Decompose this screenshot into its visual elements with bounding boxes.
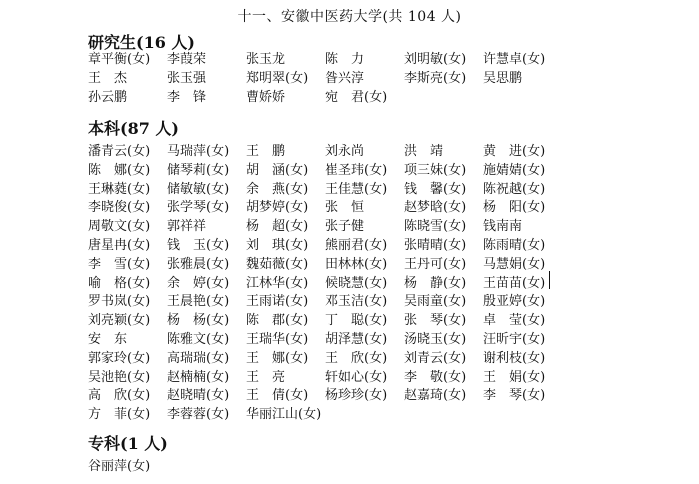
name-entry: 王丹可(女) — [404, 256, 467, 272]
name-entry: 储敏敏(女) — [167, 181, 230, 197]
name-entry: 方 菲(女) — [88, 407, 151, 423]
name-entry: 崔圣玮(女) — [325, 162, 388, 178]
name-entry: 罗书岚(女) — [88, 294, 151, 310]
name-entry: 李 敬(女) — [404, 369, 467, 385]
section-heading-graduate: 研究生(16 人) — [88, 33, 195, 52]
name-entry: 刘 琪(女) — [246, 237, 309, 253]
name-entry: 王 欣(女) — [325, 350, 388, 366]
section-heading-junior-college: 专科(1 人) — [88, 434, 168, 453]
name-entry: 杨珍珍(女) — [325, 388, 388, 404]
page-title: 十一、安徽中医药大学(共 104 人) — [237, 9, 462, 25]
name-entry: 杨 杨(女) — [167, 313, 230, 329]
name-entry: 候晓慧(女) — [325, 275, 388, 291]
name-entry: 张子健 — [325, 219, 365, 235]
name-entry: 胡 涵(女) — [246, 162, 309, 178]
name-entry: 陈祝越(女) — [483, 181, 546, 197]
name-entry: 王 亮 — [246, 369, 286, 385]
name-entry: 张玉龙 — [246, 52, 286, 67]
name-entry: 张学琴(女) — [167, 200, 230, 216]
name-entry: 丁 聪(女) — [325, 313, 388, 329]
name-entry: 李蓉蓉(女) — [167, 407, 230, 423]
name-entry: 潘青云(女) — [88, 144, 151, 159]
name-entry: 唐星冉(女) — [88, 237, 151, 253]
name-entry: 殷亚婷(女) — [483, 294, 546, 310]
name-entry: 钱 玉(女) — [167, 237, 230, 253]
name-entry: 周敬文(女) — [88, 219, 151, 235]
name-entry: 刘青云(女) — [404, 350, 467, 366]
name-entry: 杨 超(女) — [246, 219, 309, 235]
name-entry: 张 琴(女) — [404, 313, 467, 329]
name-entry: 陈晓雪(女) — [404, 219, 467, 235]
name-entry: 钱 馨(女) — [404, 181, 467, 197]
name-entry: 胡梦婷(女) — [246, 200, 309, 216]
name-entry: 曹娇娇 — [246, 89, 286, 105]
name-entry: 施婧婧(女) — [483, 162, 546, 178]
name-entry: 郑明翠(女) — [246, 70, 309, 86]
name-entry: 李 雪(女) — [88, 256, 151, 272]
name-entry: 谢利枝(女) — [483, 350, 546, 366]
name-entry: 杨 静(女) — [404, 275, 467, 291]
name-entry: 刘永尚 — [325, 144, 365, 159]
name-entry: 王雨诺(女) — [246, 294, 309, 310]
section-heading-undergraduate: 本科(87 人) — [88, 119, 179, 138]
name-entry: 张玉强 — [167, 70, 207, 86]
name-entry: 孙云鹏 — [88, 89, 128, 105]
name-entry: 陈 郡(女) — [246, 313, 309, 329]
name-entry: 许慧卓(女) — [483, 52, 546, 67]
name-entry: 赵嘉琦(女) — [404, 388, 467, 404]
name-entry: 马慧娟(女) — [483, 256, 546, 272]
name-entry: 刘亮颖(女) — [88, 313, 151, 329]
name-entry: 李斯亮(女) — [404, 70, 467, 86]
name-entry: 郭祥祥 — [167, 219, 207, 235]
name-entry: 吴池艳(女) — [88, 369, 151, 385]
name-entry: 陈 力 — [325, 52, 365, 67]
name-entry: 张雅晨(女) — [167, 256, 230, 272]
name-entry: 刘明敏(女) — [404, 52, 467, 67]
name-entry: 汤晓玉(女) — [404, 331, 467, 347]
name-entry: 江林华(女) — [246, 275, 309, 291]
name-entry: 宛 君(女) — [325, 89, 388, 105]
name-entry: 张晴晴(女) — [404, 237, 467, 253]
name-entry: 王 鹏 — [246, 144, 286, 159]
name-entry: 谷丽萍(女) — [88, 459, 151, 474]
name-entry: 洪 靖 — [404, 144, 444, 159]
name-entry: 章平衡(女) — [88, 52, 151, 67]
name-entry: 卓 莹(女) — [483, 313, 546, 329]
name-entry: 华丽江山(女) — [246, 407, 322, 423]
name-entry: 陈雨晴(女) — [483, 237, 546, 253]
name-entry: 马瑞萍(女) — [167, 144, 230, 159]
name-entry: 胡泽慧(女) — [325, 331, 388, 347]
name-entry: 李 锋 — [167, 89, 207, 105]
name-entry: 郭家玲(女) — [88, 350, 151, 366]
name-entry: 邓玉洁(女) — [325, 294, 388, 310]
name-entry: 陈雅文(女) — [167, 331, 230, 347]
name-entry: 钱南南 — [483, 219, 523, 235]
text-cursor — [549, 271, 550, 289]
name-entry: 赵楠楠(女) — [167, 369, 230, 385]
name-entry: 黄 进(女) — [483, 144, 546, 159]
name-entry: 王苗苗(女) — [483, 275, 546, 291]
name-entry: 吴雨童(女) — [404, 294, 467, 310]
name-entry: 余 燕(女) — [246, 181, 309, 197]
name-entry: 高 欣(女) — [88, 388, 151, 404]
name-entry: 张 恒 — [325, 200, 365, 216]
name-entry: 赵晓晴(女) — [167, 388, 230, 404]
name-entry: 李晓俊(女) — [88, 200, 151, 216]
name-entry: 王 娟(女) — [483, 369, 546, 385]
name-entry: 王瑞华(女) — [246, 331, 309, 347]
name-entry: 李 琴(女) — [483, 388, 546, 404]
name-entry: 安 东 — [88, 331, 128, 347]
name-entry: 喻 格(女) — [88, 275, 151, 291]
name-entry: 陈 娜(女) — [88, 162, 151, 178]
name-entry: 熊丽君(女) — [325, 237, 388, 253]
name-entry: 高瑞瑞(女) — [167, 350, 230, 366]
name-entry: 王 倩(女) — [246, 388, 309, 404]
name-entry: 王晨艳(女) — [167, 294, 230, 310]
name-entry: 李葭荣 — [167, 52, 207, 67]
name-entry: 昝兴淳 — [325, 70, 365, 86]
name-entry: 田林林(女) — [325, 256, 388, 272]
name-entry: 魏茹薇(女) — [246, 256, 309, 272]
name-entry: 王佳慧(女) — [325, 181, 388, 197]
name-entry: 赵梦晗(女) — [404, 200, 467, 216]
name-entry: 王琳蕤(女) — [88, 181, 151, 197]
name-entry: 吴思鹏 — [483, 70, 523, 86]
name-entry: 王 娜(女) — [246, 350, 309, 366]
name-entry: 王 杰 — [88, 70, 128, 86]
name-entry: 项三妹(女) — [404, 162, 467, 178]
name-entry: 余 婷(女) — [167, 275, 230, 291]
name-entry: 储琴莉(女) — [167, 162, 230, 178]
name-entry: 汪昕宇(女) — [483, 331, 546, 347]
name-entry: 杨 阳(女) — [483, 200, 546, 216]
name-entry: 轩如心(女) — [325, 369, 388, 385]
